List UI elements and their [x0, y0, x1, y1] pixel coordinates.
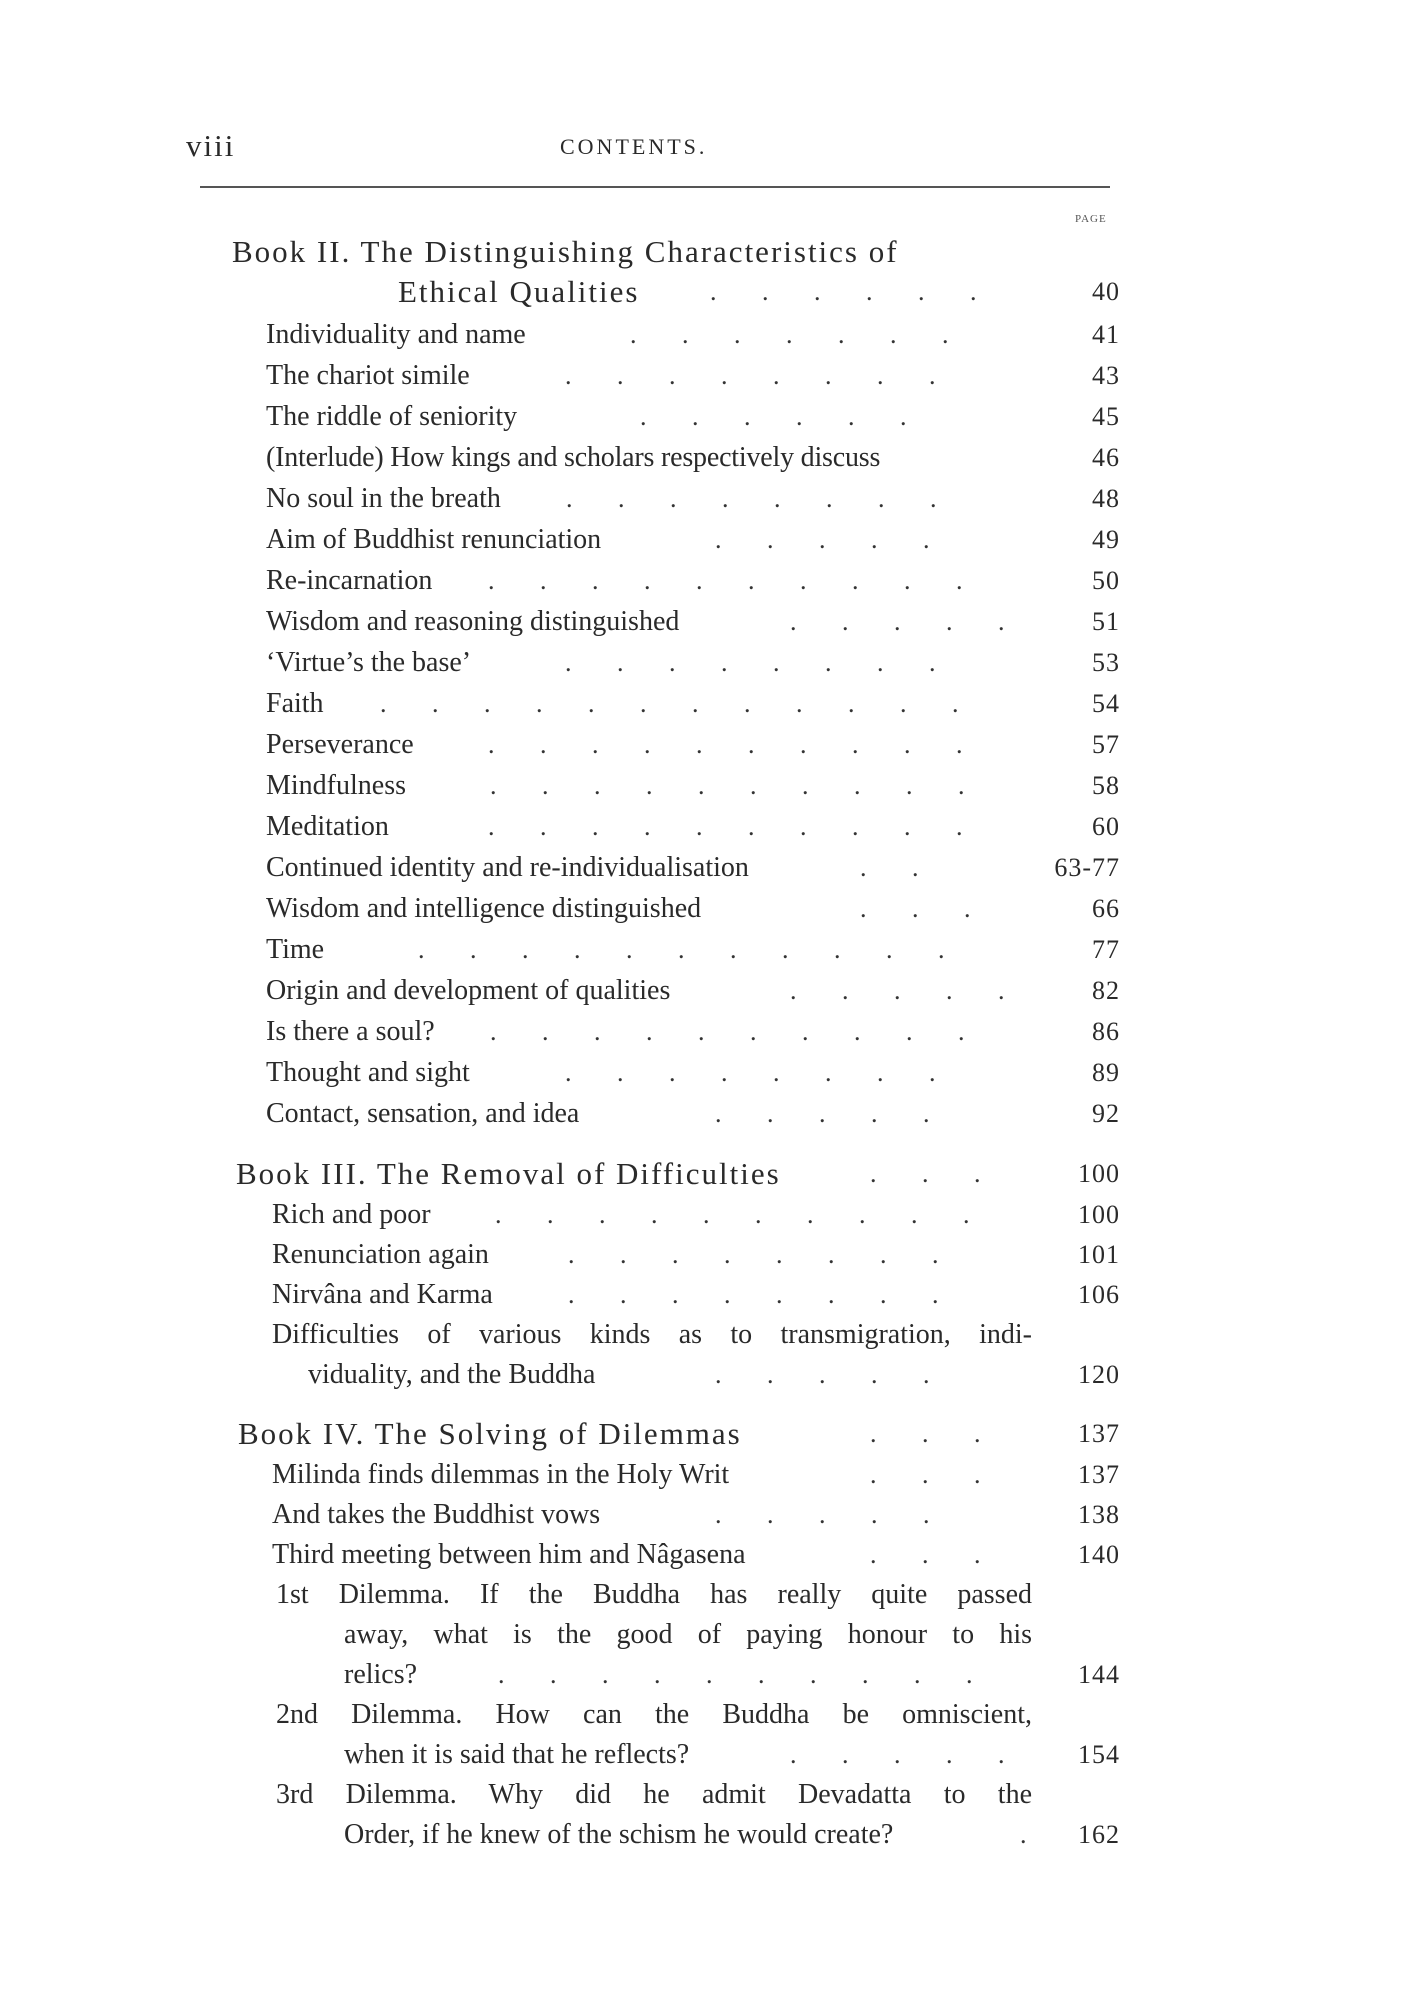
- toc-entry-title: Individuality and name: [266, 319, 526, 350]
- toc-entry: [0, 1235, 1404, 1275]
- toc-entry: [0, 1154, 1404, 1194]
- toc-entry-line: Difficulties of various kinds as to transmigration, indi-: [272, 1319, 1032, 1350]
- dot-leader: . . . . . . . .: [565, 648, 936, 677]
- dot-leader: . . . . . . .: [630, 320, 949, 349]
- toc-entry-line: away, what is the good of paying honour to his: [344, 1619, 1032, 1650]
- toc-entry: [0, 1655, 1404, 1695]
- toc-entry-title: Ethical Qualities: [398, 274, 640, 309]
- dot-leader: . . . . . .: [710, 277, 977, 306]
- toc-entry: [0, 848, 1404, 888]
- toc-entry: [0, 1355, 1404, 1395]
- toc-entry-title: Wisdom and intelligence distinguished: [266, 893, 702, 924]
- toc-entry-title: No soul in the breath: [266, 483, 501, 514]
- toc-entry-line: Book II. The Distinguishing Characteristics of: [232, 234, 899, 269]
- toc-entry: [0, 356, 1404, 396]
- toc-entry: [0, 725, 1404, 765]
- dot-leader: . . . . . .: [640, 402, 907, 431]
- dot-leader: . .: [860, 853, 919, 882]
- toc-entry-title: The chariot simile: [266, 360, 470, 391]
- toc-page-number: 137: [1078, 1419, 1120, 1448]
- dot-leader: . . .: [870, 1460, 981, 1489]
- toc-entry: [0, 684, 1404, 724]
- dot-leader: . . . . . . . .: [566, 484, 937, 513]
- toc-entry-title: Renunciation again: [272, 1239, 489, 1270]
- toc-page-number: 48: [1092, 484, 1120, 513]
- toc-entry-title: relics?: [344, 1659, 418, 1690]
- toc-page-number: 66: [1092, 894, 1120, 923]
- toc-entry-title: Contact, sensation, and idea: [266, 1098, 580, 1129]
- toc-page-number: 58: [1092, 771, 1120, 800]
- toc-page-number: 54: [1092, 689, 1120, 718]
- toc-entry-title: Origin and development of qualities: [266, 975, 671, 1006]
- dot-leader: . . .: [870, 1419, 981, 1448]
- toc-entry-title: ‘Virtue’s the base’: [266, 647, 472, 678]
- toc-entry-line: 2nd Dilemma. How can the Buddha be omniscient,: [276, 1699, 1032, 1730]
- toc-entry: [0, 1094, 1404, 1134]
- toc-entry-title: Faith: [266, 688, 324, 719]
- toc-entry: [0, 1535, 1404, 1575]
- toc-entry: [0, 1414, 1404, 1454]
- page-number: viii: [186, 128, 236, 163]
- dot-leader: . . . . . . . . . .: [488, 812, 963, 841]
- dot-leader: . . . . . . . .: [565, 361, 936, 390]
- toc-entry-title: viduality, and the Buddha: [308, 1359, 596, 1390]
- toc-entry-title: Wisdom and reasoning distinguished: [266, 606, 680, 637]
- dot-leader: . . . . . . . . . .: [488, 566, 963, 595]
- toc-entry: [0, 272, 1404, 312]
- toc-entry: [0, 930, 1404, 970]
- toc-page-number: 137: [1078, 1460, 1120, 1489]
- toc-page-number: 120: [1078, 1360, 1120, 1389]
- toc-entry-title: Re-incarnation: [266, 565, 433, 596]
- toc-page-number: 89: [1092, 1058, 1120, 1087]
- toc-entry-title: (Interlude) How kings and scholars respectively discuss: [266, 442, 881, 473]
- toc-page-number: 63-77: [1054, 853, 1120, 882]
- toc-page-number: 162: [1078, 1820, 1120, 1849]
- toc-page-number: 92: [1092, 1099, 1120, 1128]
- dot-leader: . . . . . . . .: [565, 1058, 936, 1087]
- dot-leader: . . .: [870, 1159, 981, 1188]
- toc-page-number: 43: [1092, 361, 1120, 390]
- toc-entry-title: Mindfulness: [266, 770, 406, 801]
- toc-entry-title: Aim of Buddhist renunciation: [266, 524, 602, 555]
- dot-leader: . . . . . . . . . . . .: [380, 689, 959, 718]
- dot-leader: . . . . .: [790, 1740, 1005, 1769]
- toc-entry: [0, 315, 1404, 355]
- toc-entry-title: Is there a soul?: [266, 1016, 435, 1047]
- dot-leader: . . . . . . . . . .: [490, 771, 965, 800]
- toc-entry: [0, 1495, 1404, 1535]
- toc-entry-title: Third meeting between him and Nâgasena: [272, 1539, 746, 1570]
- toc-page-number: 100: [1078, 1159, 1120, 1188]
- dot-leader: . . . . . . . . . . .: [418, 935, 945, 964]
- toc-entry-title: Order, if he knew of the schism he would create?: [344, 1819, 894, 1850]
- dot-leader: .: [1020, 1820, 1027, 1849]
- toc-entry: [0, 602, 1404, 642]
- toc-page-number: 46: [1092, 443, 1120, 472]
- header-rule: [200, 186, 1110, 188]
- toc-entry: [0, 397, 1404, 437]
- dot-leader: . . . . .: [715, 1500, 930, 1529]
- dot-leader: . . . . . . . . . .: [495, 1200, 970, 1229]
- toc-entry-title: Milinda finds dilemmas in the Holy Writ: [272, 1459, 730, 1490]
- toc-entry-title: Perseverance: [266, 729, 414, 760]
- toc-entry-title: Meditation: [266, 811, 389, 842]
- toc-entry: [0, 1735, 1404, 1775]
- toc-page-number: 50: [1092, 566, 1120, 595]
- toc-page-number: 41: [1092, 320, 1120, 349]
- toc-entry-title: The riddle of seniority: [266, 401, 518, 432]
- toc-page-number: 77: [1092, 935, 1120, 964]
- toc-page-number: 144: [1078, 1660, 1120, 1689]
- page-column-label: PAGE: [1075, 213, 1107, 225]
- toc-entry: [0, 807, 1404, 847]
- toc-page-number: 101: [1078, 1240, 1120, 1269]
- dot-leader: . . . . . . . . . .: [498, 1660, 973, 1689]
- toc-entry: [0, 520, 1404, 560]
- toc-entry: [0, 1455, 1404, 1495]
- toc-page-number: 51: [1092, 607, 1120, 636]
- toc-entry-title: And takes the Buddhist vows: [272, 1499, 601, 1530]
- dot-leader: . . . . .: [790, 976, 1005, 1005]
- toc-entry: [0, 561, 1404, 601]
- toc-page-number: 60: [1092, 812, 1120, 841]
- dot-leader: . . . . . . . .: [568, 1240, 939, 1269]
- toc-entry-line: 1st Dilemma. If the Buddha has really quite passed: [276, 1579, 1032, 1610]
- toc-page-number: 100: [1078, 1200, 1120, 1229]
- toc-entry-title: Thought and sight: [266, 1057, 470, 1088]
- toc-page-number: 40: [1092, 277, 1120, 306]
- toc-entry: [0, 1012, 1404, 1052]
- toc-entry-title: Book IV. The Solving of Dilemmas: [238, 1416, 742, 1451]
- toc-entry: [0, 438, 1404, 478]
- dot-leader: . . . . .: [715, 525, 930, 554]
- dot-leader: . . . . . . . .: [568, 1280, 939, 1309]
- toc-entry: [0, 1815, 1404, 1855]
- toc-page-number: 57: [1092, 730, 1120, 759]
- toc-entry-title: Time: [266, 934, 325, 965]
- dot-leader: . . . . . . . . . .: [488, 730, 963, 759]
- toc-page-number: 49: [1092, 525, 1120, 554]
- toc-page-number: 82: [1092, 976, 1120, 1005]
- toc-page-number: 138: [1078, 1500, 1120, 1529]
- toc-entry-title: Book III. The Removal of Difficulties: [236, 1156, 781, 1191]
- toc-entry: [0, 766, 1404, 806]
- toc-entry: [0, 1275, 1404, 1315]
- toc-page-number: 45: [1092, 402, 1120, 431]
- dot-leader: . . . . .: [715, 1360, 930, 1389]
- toc-entry: [0, 1053, 1404, 1093]
- toc-entry: [0, 889, 1404, 929]
- toc-entry-line: 3rd Dilemma. Why did he admit Devadatta to the: [276, 1779, 1032, 1810]
- toc-entry-title: Rich and poor: [272, 1199, 431, 1230]
- toc-entry: [0, 1195, 1404, 1235]
- dot-leader: . . . . .: [790, 607, 1005, 636]
- toc-page-number: 53: [1092, 648, 1120, 677]
- toc-entry-title: Continued identity and re-individualisation: [266, 852, 749, 883]
- dot-leader: . . .: [870, 1540, 981, 1569]
- running-head: CONTENTS.: [560, 134, 708, 159]
- toc-page-number: 154: [1078, 1740, 1120, 1769]
- toc-page-number: 140: [1078, 1540, 1120, 1569]
- dot-leader: . . .: [860, 894, 971, 923]
- toc-entry: [0, 479, 1404, 519]
- dot-leader: . . . . . . . . . .: [490, 1017, 965, 1046]
- toc-page-number: 106: [1078, 1280, 1120, 1309]
- toc-entry-title: Nirvâna and Karma: [272, 1279, 493, 1310]
- toc-entry: [0, 971, 1404, 1011]
- toc-entry-title: when it is said that he reflects?: [344, 1739, 690, 1770]
- dot-leader: . . . . .: [715, 1099, 930, 1128]
- toc-page-number: 86: [1092, 1017, 1120, 1046]
- toc-entry: [0, 643, 1404, 683]
